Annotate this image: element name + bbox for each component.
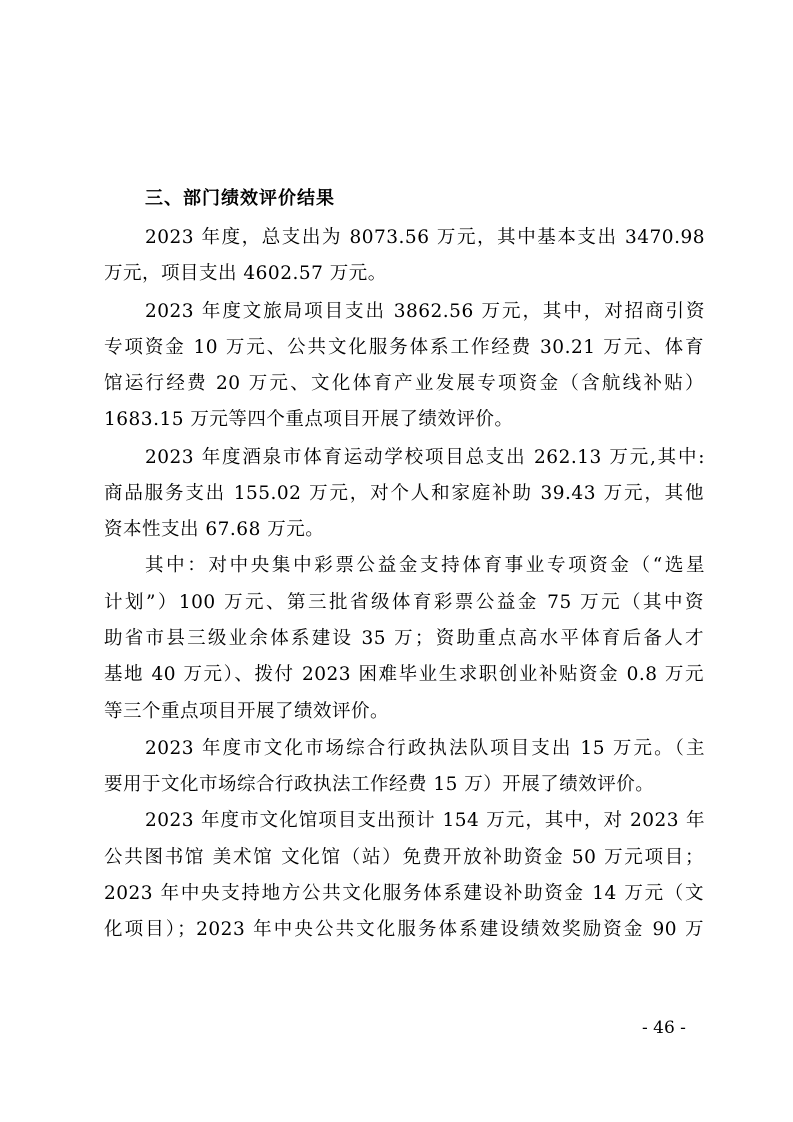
- paragraph-line: 馆运行经费 20 万元、文化体育产业发展专项资金（含航线补贴）: [104, 373, 704, 394]
- page-number: - 46 -: [642, 1018, 686, 1038]
- paragraph-line: 化项目）；2023 年中央公共文化服务体系建设绩效奖励资金 90 万: [104, 919, 704, 940]
- paragraph-line: 计划”）100 万元、第三批省级体育彩票公益金 75 万元（其中资: [104, 592, 704, 613]
- paragraph-line: 专项资金 10 万元、公共文化服务体系工作经费 30.21 万元、体育: [104, 337, 704, 358]
- section-heading: 三、部门绩效评价结果: [145, 188, 335, 209]
- paragraph-line: 其中：对中央集中彩票公益金支持体育事业专项资金（“选星: [145, 555, 705, 576]
- paragraph-line: 万元，项目支出 4602.57 万元。: [104, 263, 387, 284]
- paragraph-line: 2023 年度市文化市场综合行政执法队项目支出 15 万元。（主: [145, 738, 705, 759]
- paragraph-line: 2023 年度市文化馆项目支出预计 154 万元，其中，对 2023 年: [145, 810, 705, 831]
- paragraph-line: 等三个重点项目开展了绩效评价。: [104, 701, 390, 722]
- paragraph-line: 2023 年度酒泉市体育运动学校项目总支出 262.13 万元,其中:: [145, 447, 705, 468]
- paragraph-line: 公共图书馆 美术馆 文化馆（站）免费开放补助资金 50 万元项目；: [104, 847, 704, 868]
- paragraph-line: 要用于文化市场综合行政执法工作经费 15 万）开展了绩效评价。: [104, 774, 655, 795]
- paragraph-line: 基地 40 万元）、拨付 2023 困难毕业生求职创业补贴资金 0.8 万元: [104, 664, 704, 685]
- paragraph-line: 2023 年中央支持地方公共文化服务体系建设补助资金 14 万元（文: [104, 883, 704, 904]
- paragraph-line: 2023 年度文旅局项目支出 3862.56 万元，其中，对招商引资: [145, 301, 705, 322]
- paragraph-line: 助省市县三级业余体系建设 35 万；资助重点高水平体育后备人才: [104, 628, 704, 649]
- paragraph-line: 1683.15 万元等四个重点项目开展了绩效评价。: [104, 409, 514, 430]
- paragraph-line: 资本性支出 67.68 万元。: [104, 519, 325, 540]
- paragraph-line: 2023 年度，总支出为 8073.56 万元，其中基本支出 3470.98: [145, 227, 705, 248]
- paragraph-line: 商品服务支出 155.02 万元，对个人和家庭补助 39.43 万元，其他: [104, 483, 704, 504]
